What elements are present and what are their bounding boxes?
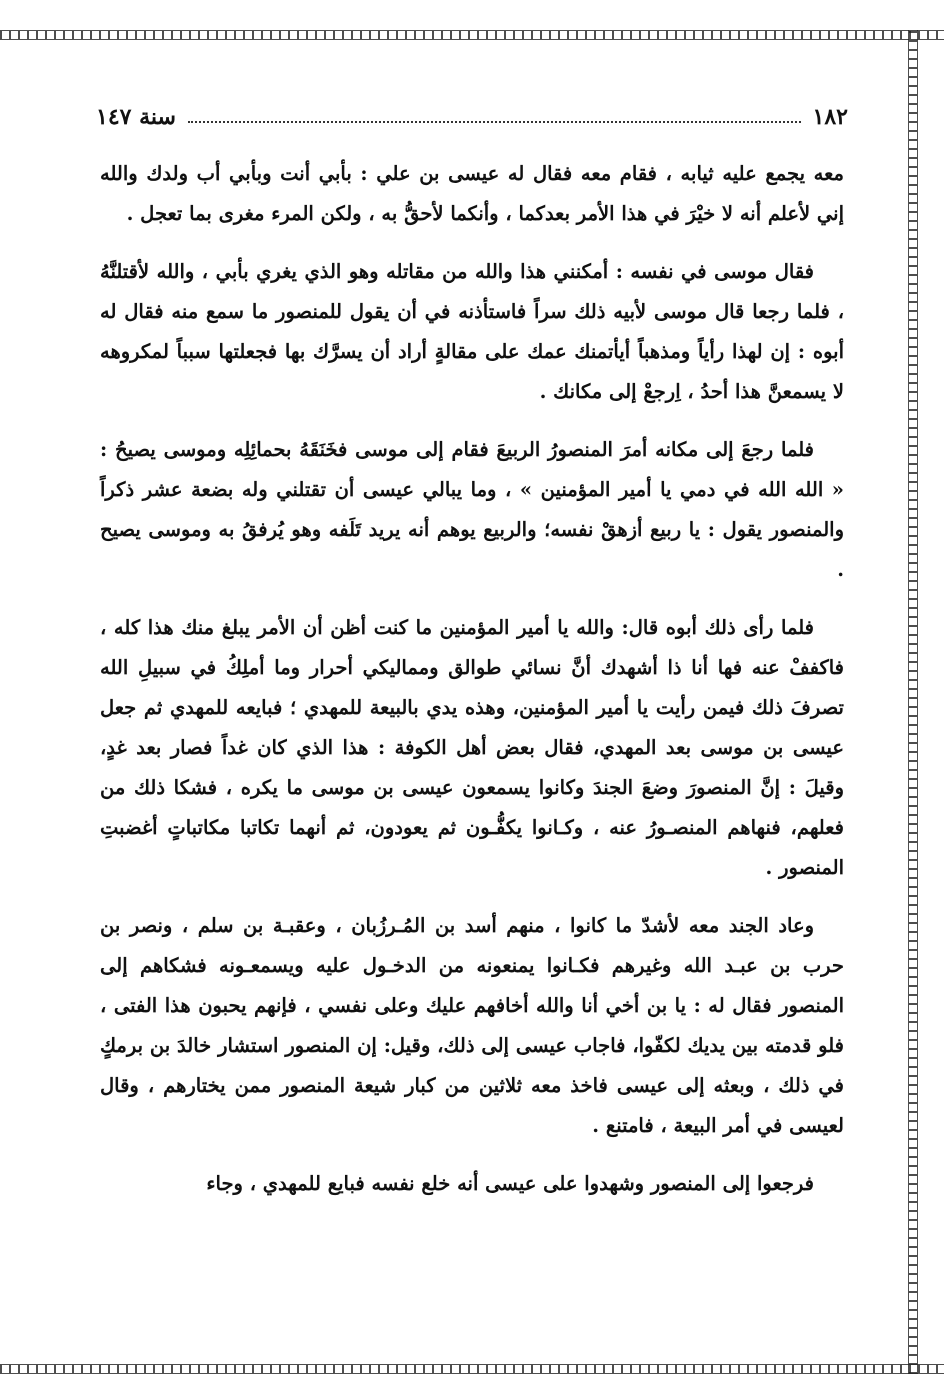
year-label: سنة ١٤٧ (96, 104, 176, 130)
page-header (96, 100, 848, 134)
text-body (100, 154, 844, 1222)
page-border-right (908, 30, 918, 1374)
paragraph: فلما رأى ذلك أبوه قال: والله يا أمير المؤمنين ما كنت أظن أن الأمر يبلغ منك هذا كله ، فاكففْ عنه فها أنا ذا أشهدك أنَّ نسائي طوالق ومماليكي أحرار وما أملِكُ في سبيلِ الله تصرفَ ذلك فيمن رأيت يا أمير المؤمنين، وهذه يدي بالبيعة للمهدي ؛ فبايعه للمهدي ثم جعل عيسى بن موسى بعد المهدي، فقال بعض أهل الكوفة : هذا الذي كان غداً فصار بعد غدٍ، وقيلَ : إنَّ المنصورَ وضعَ الجندَ وكانوا يسمعون عيسى بن موسى ما يكره ، فشكا ذلك من فعلهم، فنهاهم المنصـورُ عنه ، وكـانوا يكفُّـون ثم يعودون، ثم أنهما تكاتبا مكاتباتٍ أغضبتِ المنصور . (100, 616, 844, 879)
paragraph: فرجعوا إلى المنصور وشهدوا على عيسى أنه خلع نفسه فبايع للمهدي ، وجاء (206, 1172, 814, 1195)
paragraph: معه يجمع عليه ثيابه ، فقام معه فقال له عيسى بن علي : بأبي أنت وبأبي أب ولدك والله إني لأعلم أنه لا خيْرَ في هذا الأمر بعدكما ، وأنكما لأحقُّ به ، ولكن المرء مغرى بما تعجل . (100, 162, 844, 225)
page-border-top (0, 30, 944, 40)
page-number: ١٨٢ (812, 104, 848, 130)
paragraph: فقال موسى في نفسه : أمكنني هذا والله من مقاتله وهو الذي يغري بأبي ، والله لأقتلنَّهُ ، فلما رجعا قال موسى لأبيه ذلك سراً فاستأذنه في أن يقول للمنصور ما سمع منه فقال له أبوه : إن لهذا رأياً ومذهباً أيأتمنك عمك على مقالةٍ أراد أن يسرَّك بها فجعلتها سبباً لمكروهه لا يسمعنَّ هذا أحدُ ، اِرجعْ إلى مكانك . (100, 260, 844, 403)
header-leader-dots (188, 121, 801, 123)
paragraph: وعاد الجند معه لأشدّ ما كانوا ، منهم أسد بن المُـرزُبان ، وعقبـة بن سلم ، ونصر بن حرب بن عبـد الله وغيرهم فكـانوا يمنعونه من الدخـول عليه ويسمعـونه فشكاهم إلى المنصور فقال له : يا بن أخي أنا والله أخافهم عليك وعلى نفسي ، فإنهم يحبون هذا الفتى ، فلو قدمته بين يديك لكفّوا، فاجاب عيسى إلى ذلك، وقيل: إن المنصور استشار خالدَ بن برمكٍ في ذلك ، وبعثه إلى عيسى فاخذ معه ثلاثين من كبار شيعة المنصور ممن يختارهم ، وقال لعيسى في أمر البيعة ، فامتنع . (100, 914, 844, 1137)
paragraph: فلما رجعَ إلى مكانه أمرَ المنصورُ الربيعَ فقام إلى موسى فخَنَقَهُ بحمائِلِه وموسى يصيحُ : « الله الله في دمي يا أمير المؤمنين » ، وما يبالي عيسى أن تقتلني وله بضعة عشر ذكراً والمنصور يقول : يا ربيع أزهقْ نفسه؛ والربيع يوهم أنه يريد تَلَفه وهو يُرفقُ به وموسى يصيح . (100, 438, 844, 581)
page-border-bottom (0, 1364, 944, 1374)
